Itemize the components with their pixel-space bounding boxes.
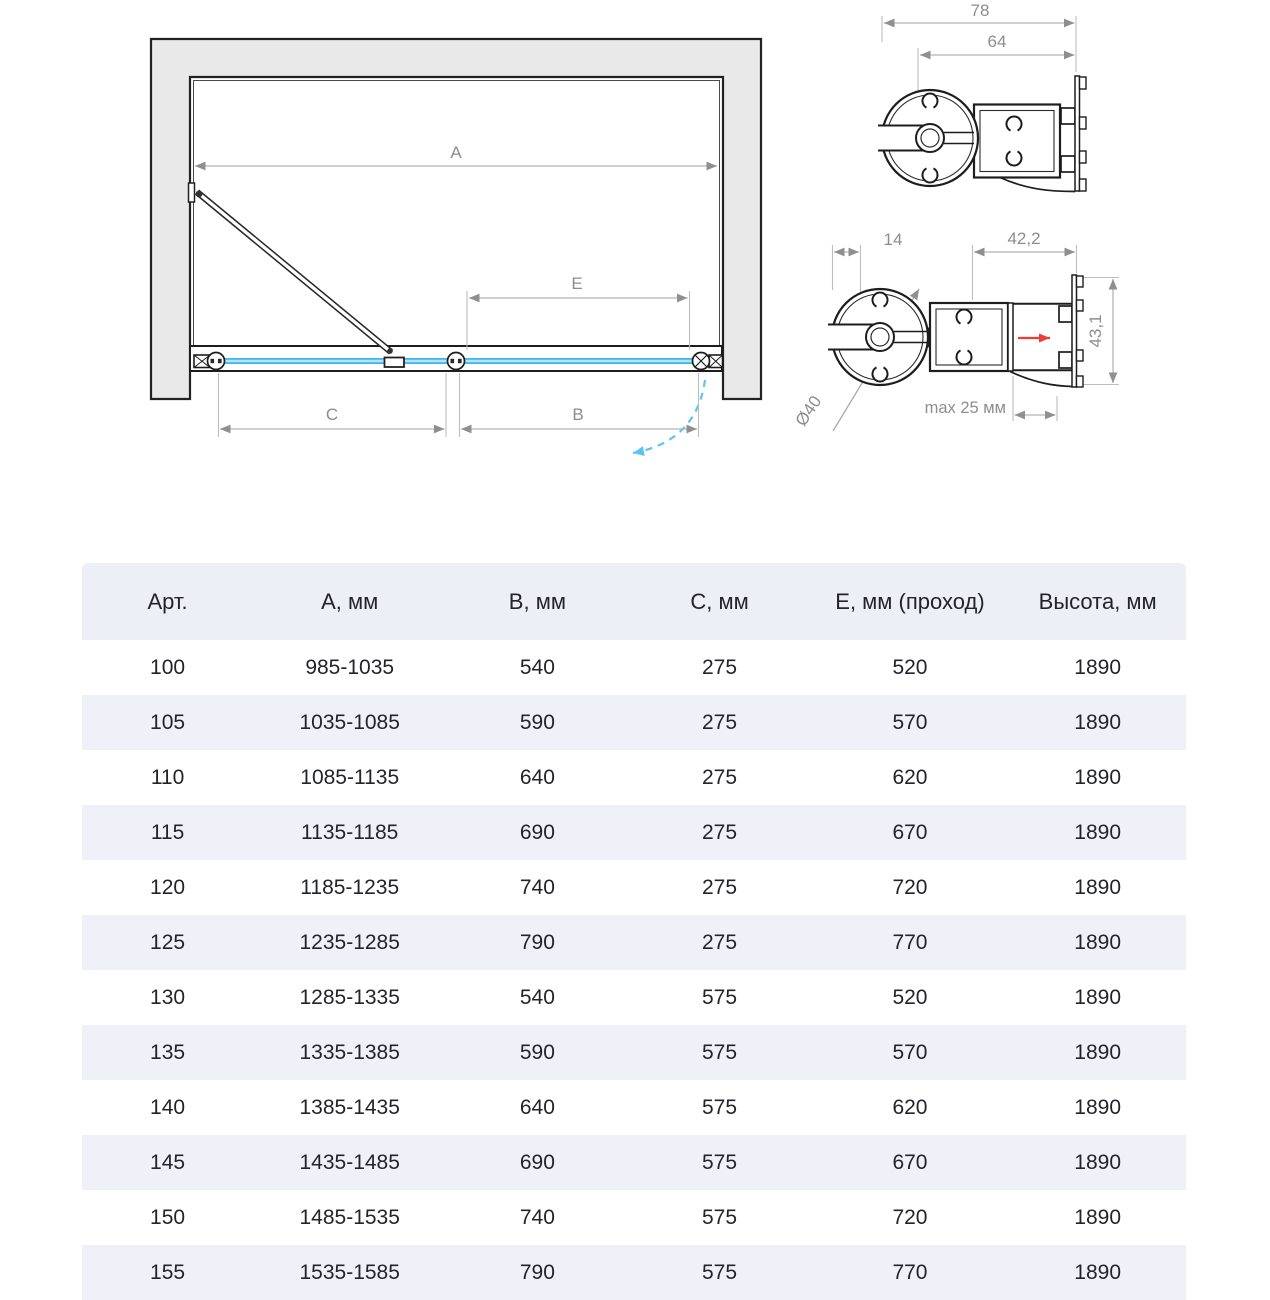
door-hinge-plate [189, 183, 195, 202]
table-cell: 1890 [1009, 1025, 1186, 1080]
table-cell: 670 [811, 1135, 1010, 1190]
round-profile [828, 289, 928, 385]
screw-boss [923, 93, 938, 107]
dimension-43-1-label: 43,1 [1086, 314, 1105, 348]
table-body [82, 640, 1186, 1300]
sleeve-end-cap [1008, 303, 1013, 371]
table-cell: 740 [519, 875, 555, 899]
column-header: Е, мм (проход) [811, 563, 1010, 640]
frame-inner-line [194, 81, 720, 346]
table-row [82, 970, 1186, 1025]
table-cell: 1385-1435 [299, 1095, 400, 1119]
table-cell: 520 [892, 985, 928, 1009]
table-cell: 1890 [1074, 985, 1122, 1009]
table-cell: 770 [811, 915, 1010, 970]
table-cell: 570 [811, 1025, 1010, 1080]
column-header: Арт. [82, 563, 253, 640]
table-cell: 1890 [1009, 1135, 1186, 1190]
table-row [82, 915, 1186, 970]
table-cell: 1335-1385 [253, 1025, 446, 1080]
table-row [82, 860, 1186, 915]
table-cell: 1085-1135 [300, 765, 400, 789]
column-header: А, мм [253, 563, 446, 640]
table-cell: 115 [82, 805, 253, 860]
round-profile [878, 90, 978, 186]
table-row [82, 1025, 1186, 1080]
column-header: С, мм [628, 563, 810, 640]
screw-boss [1007, 116, 1022, 130]
table-cell: 1890 [1009, 1245, 1186, 1300]
hub-hole [871, 328, 889, 346]
dimension-b [460, 373, 699, 437]
table-cell: 1285-1335 [299, 985, 400, 1009]
dimension-42-2-label: 42,2 [1007, 229, 1041, 248]
table-cell: 130 [150, 985, 186, 1009]
dimension-c-label: C [325, 405, 339, 424]
table-cell: 145 [82, 1135, 253, 1190]
table-cell: 575 [628, 1245, 810, 1300]
table-row [82, 1135, 1186, 1190]
dimension-14-label: 14 [883, 230, 903, 249]
dimension-a-label: A [450, 143, 462, 162]
table-cell: 640 [519, 1095, 555, 1119]
door-guide-block [385, 358, 405, 368]
table-cell: 105 [82, 695, 253, 750]
table-cell: 575 [702, 985, 738, 1009]
table-cell: 1235-1285 [253, 915, 446, 970]
roller-left [208, 353, 225, 370]
table-cell: 1890 [1009, 915, 1186, 970]
door-corner-pin [387, 348, 393, 354]
screw-boss [1007, 151, 1022, 165]
table-cell: 670 [811, 805, 1010, 860]
profile-detail-bottom [792, 229, 1119, 431]
table-cell: 540 [519, 655, 555, 679]
roller-middle [448, 353, 465, 370]
table-header-row [82, 563, 1186, 640]
plan-view-drawing [151, 39, 761, 453]
table-cell: 1535-1585 [253, 1245, 446, 1300]
table-cell: 140 [150, 1095, 186, 1119]
dimension-e-label: E [571, 274, 583, 293]
table-cell: 985-1035 [305, 655, 395, 679]
door-hinge-pin [196, 191, 203, 198]
door-swing-arc [633, 380, 705, 453]
table-cell: 790 [446, 915, 628, 970]
dimension-64-label: 64 [987, 32, 1007, 51]
table-row [82, 750, 1186, 805]
table-cell: 620 [892, 1095, 928, 1119]
dimension-e [467, 274, 690, 350]
door-panel [189, 183, 405, 367]
max-adjustment-label: max 25 мм [924, 399, 1006, 417]
table-header [82, 563, 1186, 640]
table-row [82, 1080, 1186, 1135]
table-cell: 150 [150, 1205, 186, 1229]
dimension-a [195, 143, 717, 166]
table-row [82, 1245, 1186, 1300]
table-cell: 135 [82, 1025, 253, 1080]
screw-boss [923, 168, 938, 182]
dimension-b-label: B [572, 405, 584, 424]
table-cell: 1890 [1074, 875, 1122, 899]
table-cell: 1890 [1074, 655, 1122, 679]
table-cell: 275 [628, 695, 810, 750]
table-cell: 125 [82, 915, 253, 970]
table-cell: 720 [892, 875, 928, 899]
diameter-label: Ø40 [791, 392, 826, 430]
table-cell: 540 [519, 985, 555, 1009]
table-cell: 570 [811, 695, 1010, 750]
table-cell: 1435-1485 [253, 1135, 446, 1190]
table-row [82, 640, 1186, 695]
table-cell: 720 [892, 1205, 928, 1229]
table-cell: 590 [446, 695, 628, 750]
size-spec-table [82, 563, 1186, 1300]
table-cell: 100 [150, 655, 186, 679]
dimension-78 [882, 1, 1076, 72]
column-header: Высота, мм [1009, 563, 1186, 640]
table-cell: 1485-1535 [299, 1205, 400, 1229]
table-cell: 1135-1185 [253, 805, 446, 860]
table-cell: 575 [702, 1095, 738, 1119]
table-cell: 1890 [1074, 765, 1122, 789]
table-cell: 1890 [1009, 695, 1186, 750]
technical-drawing [0, 0, 1270, 545]
dimension-43-1 [1080, 278, 1119, 385]
table-cell: 275 [628, 805, 810, 860]
table-cell: 620 [892, 765, 928, 789]
square-profile-outer [974, 105, 1060, 178]
dimension-78-label: 78 [970, 1, 990, 20]
hub-hole [921, 129, 939, 147]
table-cell: 575 [628, 1025, 810, 1080]
table-row [82, 695, 1186, 750]
column-header: В, мм [446, 563, 628, 640]
table-cell: 275 [702, 875, 738, 899]
table-cell: 110 [150, 765, 185, 789]
dimension-42-2 [973, 229, 1077, 300]
table-cell: 275 [702, 655, 738, 679]
table-cell: 690 [446, 1135, 628, 1190]
table-cell: 155 [82, 1245, 253, 1300]
table-cell: 575 [702, 1205, 738, 1229]
table-cell: 1890 [1009, 805, 1186, 860]
table-cell: 590 [446, 1025, 628, 1080]
table-cell: 120 [150, 875, 186, 899]
screw-boss [956, 309, 971, 323]
dimension-c [219, 373, 447, 437]
roller-right [693, 353, 710, 370]
table-cell: 275 [702, 765, 738, 789]
table-cell: 770 [811, 1245, 1010, 1300]
screw-boss [873, 292, 888, 306]
table-cell: 740 [519, 1205, 555, 1229]
table-row [82, 1190, 1186, 1245]
table-cell: 1035-1085 [253, 695, 446, 750]
table-cell: 790 [446, 1245, 628, 1300]
dimension-max-25 [925, 376, 1057, 421]
table-cell: 520 [892, 655, 928, 679]
table-cell: 1890 [1074, 1205, 1122, 1229]
table-cell: 275 [628, 915, 810, 970]
table-cell: 1890 [1074, 1095, 1122, 1119]
telescopic-bracket [929, 303, 1072, 371]
wall-bracket-right [709, 355, 723, 368]
screw-boss [956, 350, 971, 364]
table-cell: 1185-1235 [300, 875, 400, 899]
screw-boss [873, 367, 888, 381]
table-cell: 575 [628, 1135, 810, 1190]
profile-detail-top [878, 1, 1086, 192]
table-row [82, 805, 1186, 860]
table-cell: 690 [446, 805, 628, 860]
table-cell: 640 [519, 765, 555, 789]
